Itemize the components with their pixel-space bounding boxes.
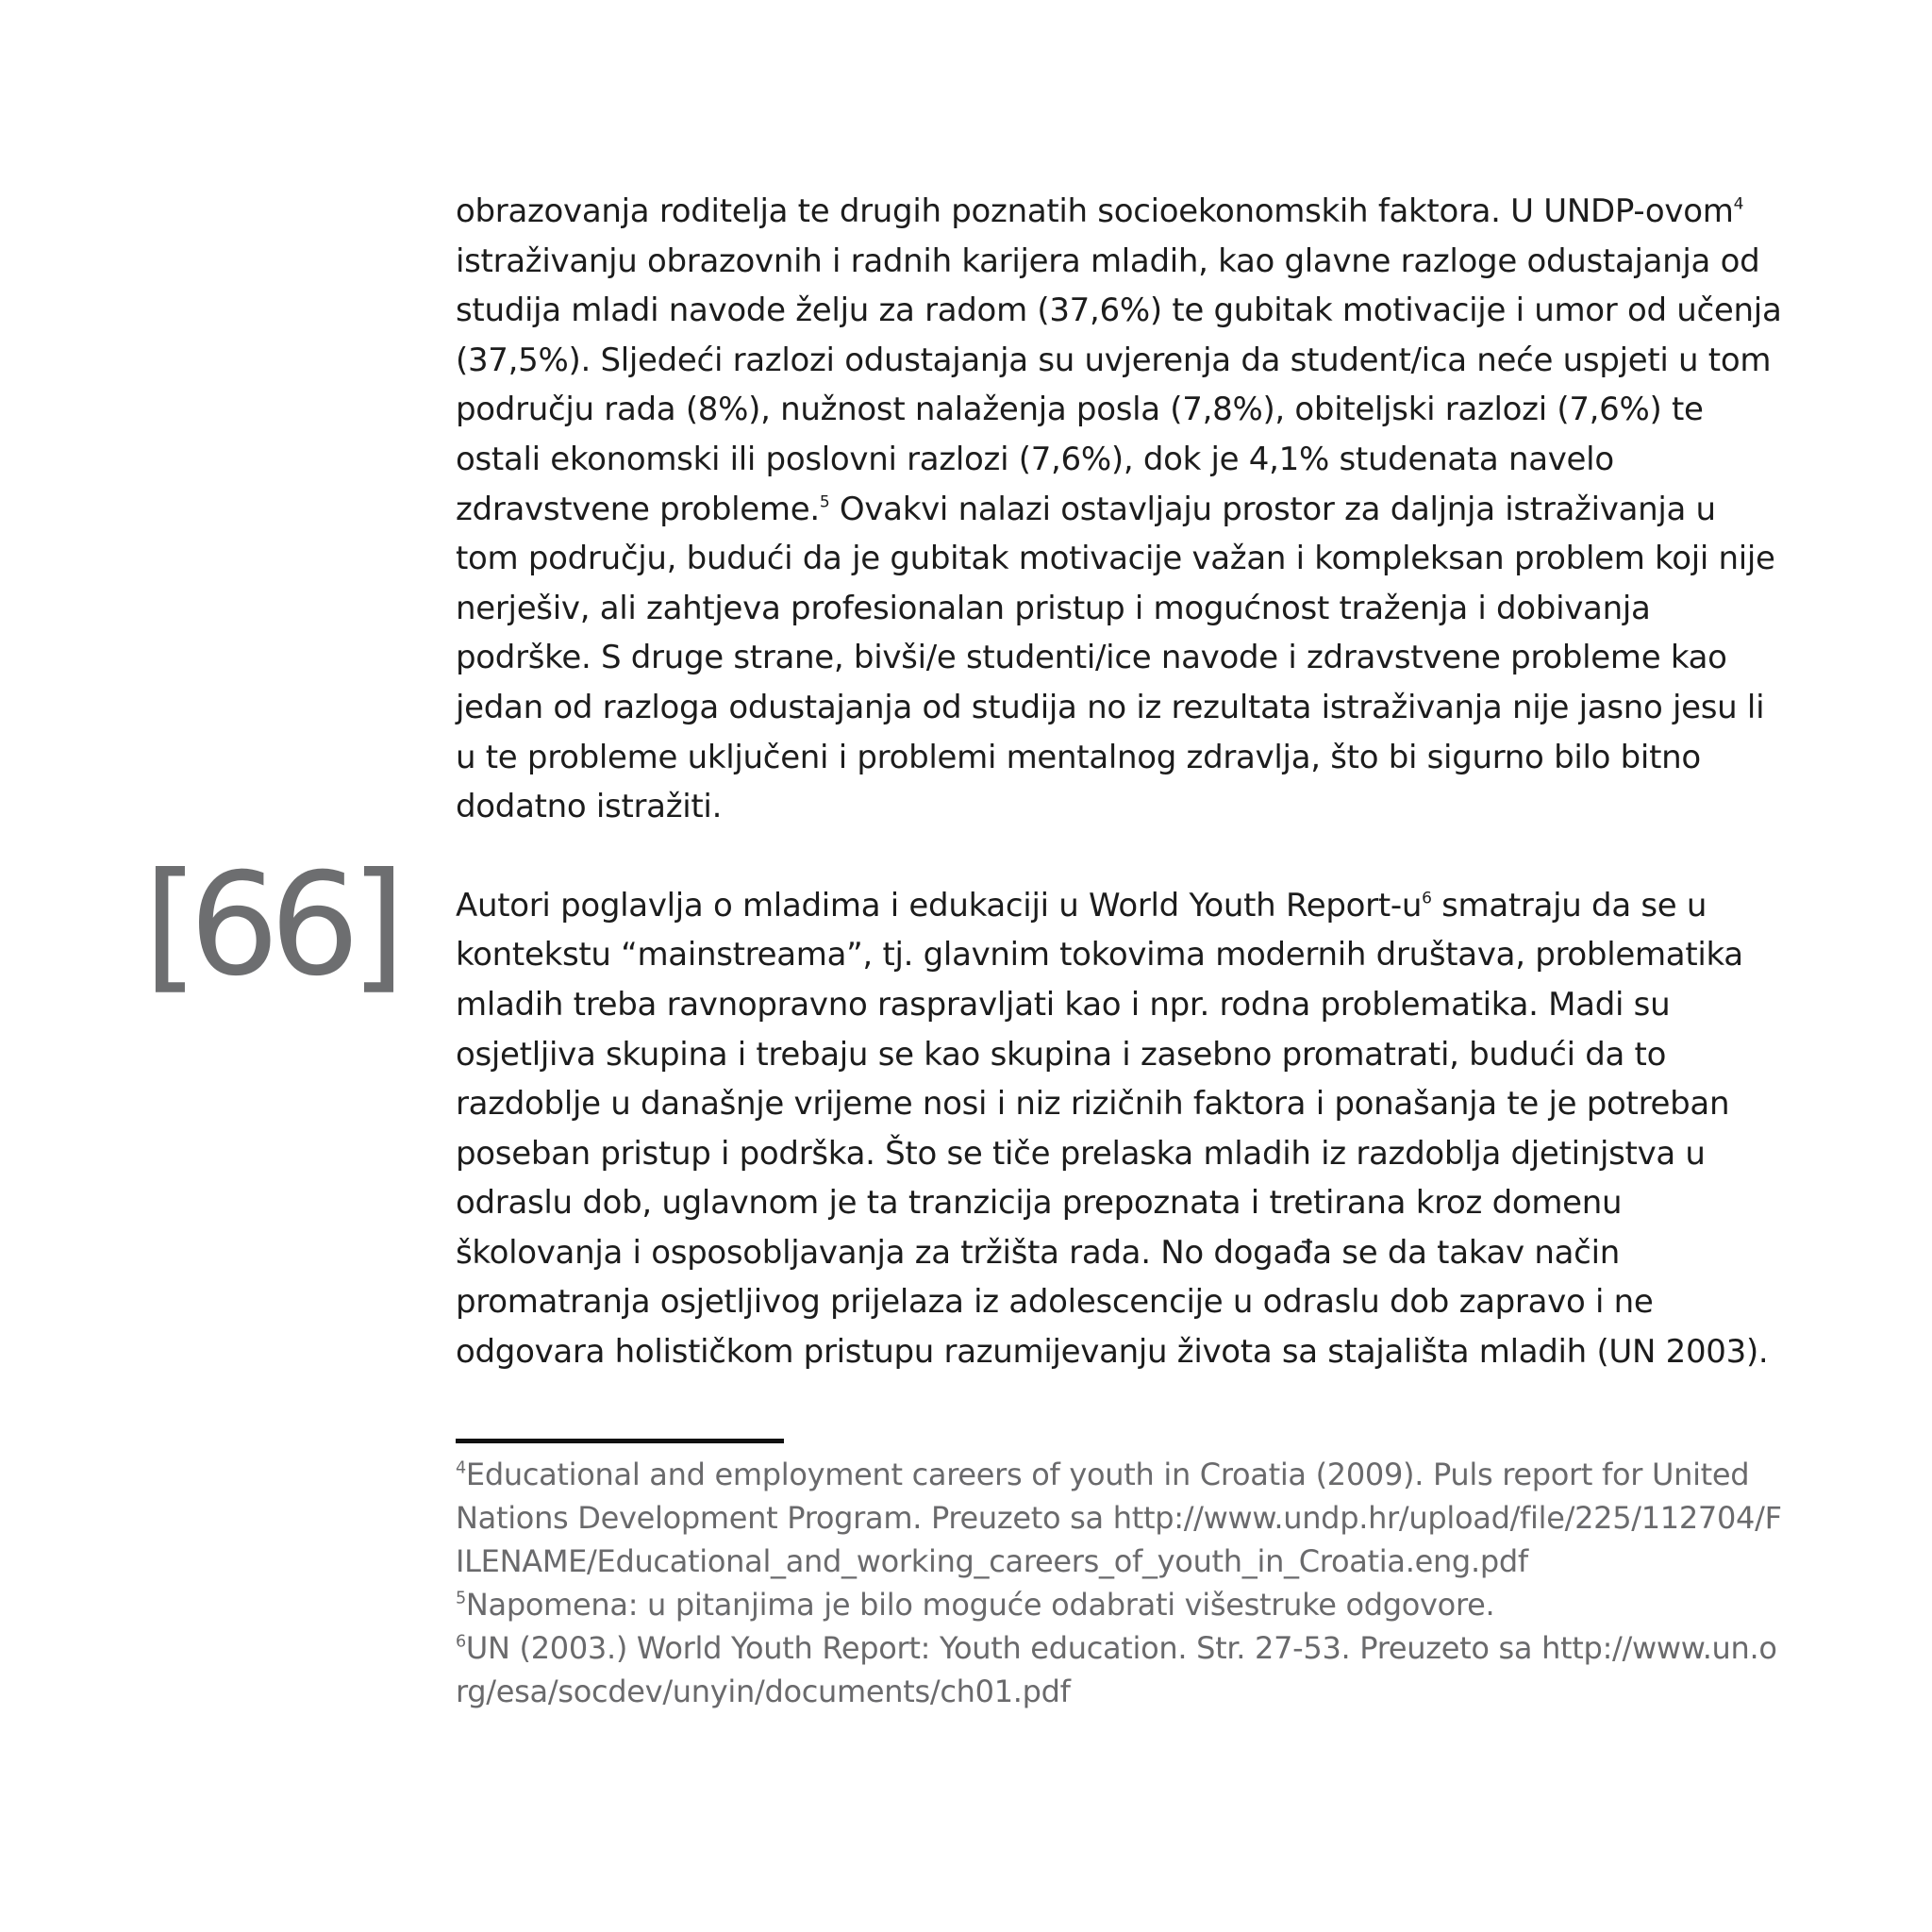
footnote-text: UN (2003.) World Youth Report: Youth education. Str. 27-53. Preuzeto sa bbox=[465, 1630, 1542, 1666]
paragraph-text: Autori poglavlja o mladima i edukaciji u World Youth Report-u bbox=[456, 886, 1423, 924]
footnote-text: Educational and employment careers of youth in Croatia (2009). Puls report for United Nations Development Program. Preuzeto sa bbox=[456, 1457, 1750, 1536]
footnote-mark: 5 bbox=[456, 1589, 466, 1608]
footnote-reference[interactable]: 6 bbox=[1422, 889, 1432, 908]
footnote-reference[interactable]: 5 bbox=[819, 491, 830, 511]
paragraph-text: istraživanju obrazovnih i radnih karijera mladih, kao glavne razloge odustajanja od studija mladi navode želju za radom (37,6%) te gubitak motivacije i umor od učenja (37,5%). Sljedeći razlozi odustajanja su uvjerenja da student/ica neće uspjeti u tom području rada (8%), nužnost nalaženja posla (7,8%), obiteljski razlozi (7,6%) te ostali ekonomski ili poslovni razlozi (7,6%), dok je 4,1% studenata navelo zdravstvene probleme. bbox=[456, 242, 1782, 528]
main-text bbox=[456, 187, 1788, 1377]
footnote-mark: 6 bbox=[456, 1632, 466, 1652]
footnote-text: Napomena: u pitanjima je bilo moguće odabrati višestruke odgovore. bbox=[465, 1587, 1495, 1623]
footnote bbox=[456, 1453, 1788, 1583]
paragraph-text: Ovakvi nalazi ostavljaju prostor za daljnja istraživanja u tom području, budući da je gubitak motivacije važan i kompleksan problem koji nije nerješiv, ali zahtjeva profesionalan pristup i mogućnost traženja i dobivanja podrške. S druge strane, bivši/e studenti/ice navode i zdravstvene probleme kao jedan od razloga odustajanja od studija no iz rezultata istraživanja nije jasno jesu li u te probleme uključeni i problemi mentalnog zdravlja, što bi sigurno bilo bitno dodatno istražiti. bbox=[456, 490, 1775, 826]
body-paragraph bbox=[456, 187, 1788, 832]
footnote-separator bbox=[456, 1439, 784, 1443]
body-paragraph bbox=[456, 881, 1788, 1377]
footnote-link[interactable]: http://www.un.org/esa/socdev/unyin/documents/ch01.pdf bbox=[456, 1630, 1777, 1709]
footnote bbox=[456, 1626, 1788, 1713]
paragraph-text: obrazovanja roditelja te drugih poznatih socioekonomskih faktora. U UNDP-ovom bbox=[456, 192, 1734, 230]
footnote bbox=[456, 1583, 1788, 1626]
footnote-reference[interactable]: 4 bbox=[1733, 194, 1744, 214]
footnotes bbox=[456, 1453, 1788, 1713]
footnote-mark: 4 bbox=[456, 1458, 466, 1478]
footnote-link[interactable]: http://www.undp.hr/upload/file/225/112704/FILENAME/Educational_and_working_careers_of_youth_in_Croatia.eng.pdf bbox=[456, 1500, 1782, 1579]
page-number: [66] bbox=[143, 843, 396, 1008]
paragraph-text: smatraju da se u kontekstu “mainstreama”, tj. glavnim tokovima modernih društava, problematika mladih treba ravnopravno raspravljati kao i npr. rodna problematika. Madi su osjetljiva skupina i trebaju se kao skupina i zasebno promatrati, budući da to razdoblje u današnje vrijeme nosi i niz rizičnih faktora i ponašanja te je potreban poseban pristup i podrška. Što se tiče prelaska mladih iz razdoblja djetinjstva u odraslu dob, uglavnom je ta tranzicija prepoznata i tretirana kroz domenu školovanja i osposobljavanja za tržišta rada. No događa se da takav način promatranja osjetljivog prijelaza iz adolescencije u odraslu dob zapravo i ne odgovara holističkom pristupu razumijevanju života sa stajališta mladih (UN 2003). bbox=[456, 886, 1769, 1372]
